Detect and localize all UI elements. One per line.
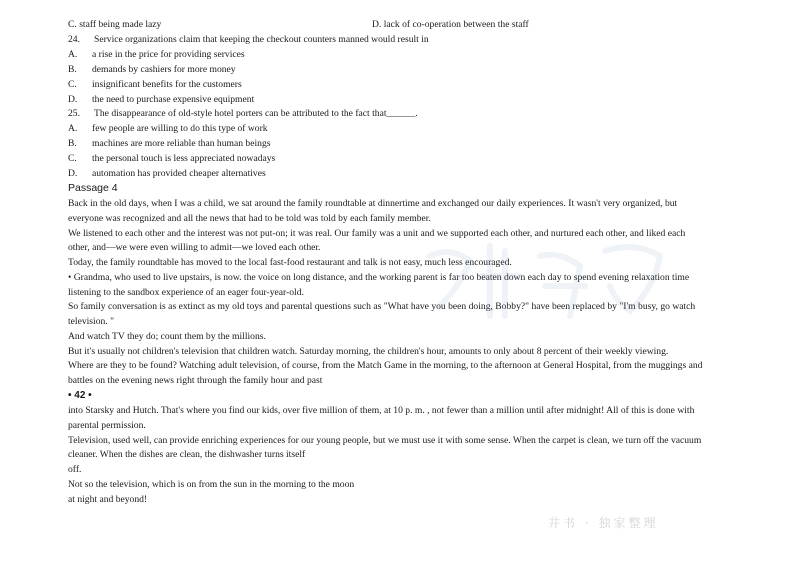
option-25a — [68, 123, 268, 135]
option-label: B. — [68, 64, 77, 75]
option-label: A. — [68, 49, 78, 60]
passage-line: Back in the old days, when I was a child, we sat around the family roundtable at dinnertime and exchanged our daily experiences. It wasn't very organized, but — [68, 198, 678, 209]
page-number: • 42 • — [68, 390, 92, 401]
passage-heading: Passage 4 — [68, 182, 118, 194]
passage-line: Where are they to be found? Watching adult television, of course, from the Match Game in the morning, to the afternoon at General Hospital, from the muggings and — [68, 360, 703, 371]
option-text: automation has provided cheaper alternatives — [92, 168, 266, 179]
passage-line: So family conversation is as extinct as my old toys and parental questions such as "What have you been doing, Bobby?" have been replaced by "I'm busy, go watch — [68, 301, 696, 312]
option-text: the personal touch is less appreciated nowadays — [92, 153, 276, 164]
question-25 — [68, 108, 418, 120]
passage-line: Not so the television, which is on from the sun in the morning to the moon — [68, 479, 355, 490]
passage-line: We listened to each other and the interest was not put-on; it was real. Our family was a unit and we supported each other, and nurtured each other, and liked each — [68, 228, 686, 239]
passage-line: parental permission. — [68, 420, 146, 431]
option-25c — [68, 153, 275, 165]
option-label: D. — [68, 168, 78, 179]
option-25b — [68, 138, 270, 150]
passage-line: listening to the sandbox experience of an eager four-year-old. — [68, 287, 304, 298]
option-line-23c — [68, 19, 529, 31]
passage-line: other, and—we were even willing to admit—we loved each other. — [68, 242, 321, 253]
question-25-text: The disappearance of old-style hotel porters can be attributed to the fact that______. — [94, 108, 418, 119]
passage-line: Today, the family roundtable has moved to the local fast-food restaurant and talk is not easy, much less encouraged. — [68, 257, 512, 268]
passage-line: Television, used well, can provide enriching experiences for our young people, but we must use it with some sense. When the carpet is clean, we turn off the vacuum — [68, 435, 702, 446]
option-text: few people are willing to do this type of work — [92, 123, 268, 134]
option-label: C. — [68, 153, 77, 164]
passage-line: • Grandma, who used to live upstairs, is now. the voice on long distance, and the working parent is far too beaten down each day to spend evening relaxation time — [68, 272, 690, 283]
passage-line: at night and beyond! — [68, 494, 148, 505]
question-24-text: Service organizations claim that keeping the checkout counters manned would result in — [94, 34, 429, 45]
option-text: the need to purchase expensive equipment — [92, 94, 255, 105]
question-24-number: 24. — [68, 34, 80, 45]
passage-line: everyone was recognized and all the news that had to be told was told by each family member. — [68, 213, 431, 224]
option-24c — [68, 79, 242, 91]
passage-line: cleaner. When the dishes are clean, the dishwasher turns itself — [68, 449, 306, 460]
option-24a — [68, 49, 245, 61]
option-text: a rise in the price for providing services — [92, 49, 245, 60]
option-23c: C. staff being made lazy — [68, 19, 162, 30]
option-text: demands by cashiers for more money — [92, 64, 236, 75]
option-23d: D. lack of co-operation between the staff — [372, 19, 529, 30]
passage-line: into Starsky and Hutch. That's where you find our kids, over five million of them, at 10 p. m. , not fewer than a million until after midnight! All of this is done with — [68, 405, 695, 416]
question-24 — [68, 34, 429, 46]
question-25-number: 25. — [68, 108, 80, 119]
passage-line: battles on the evening news right through the family hour and past — [68, 375, 323, 386]
passage-line: And watch TV they do; count them by the millions. — [68, 331, 266, 342]
option-24d — [68, 94, 254, 106]
option-25d — [68, 168, 266, 180]
option-label: C. — [68, 79, 77, 90]
watermark-stamp: 井书 · 独家整理 — [548, 516, 659, 530]
option-label: D. — [68, 94, 78, 105]
option-label: A. — [68, 123, 78, 134]
passage-line: But it's usually not children's television that children watch. Saturday morning, the children's hour, amounts to only about 8 percent of their weekly viewing. — [68, 346, 669, 357]
option-text: machines are more reliable than human beings — [92, 138, 271, 149]
option-text: insignificant benefits for the customers — [92, 79, 242, 90]
passage-line: television. " — [68, 316, 115, 327]
option-label: B. — [68, 138, 77, 149]
passage-line: off. — [68, 464, 82, 475]
option-24b — [68, 64, 236, 76]
